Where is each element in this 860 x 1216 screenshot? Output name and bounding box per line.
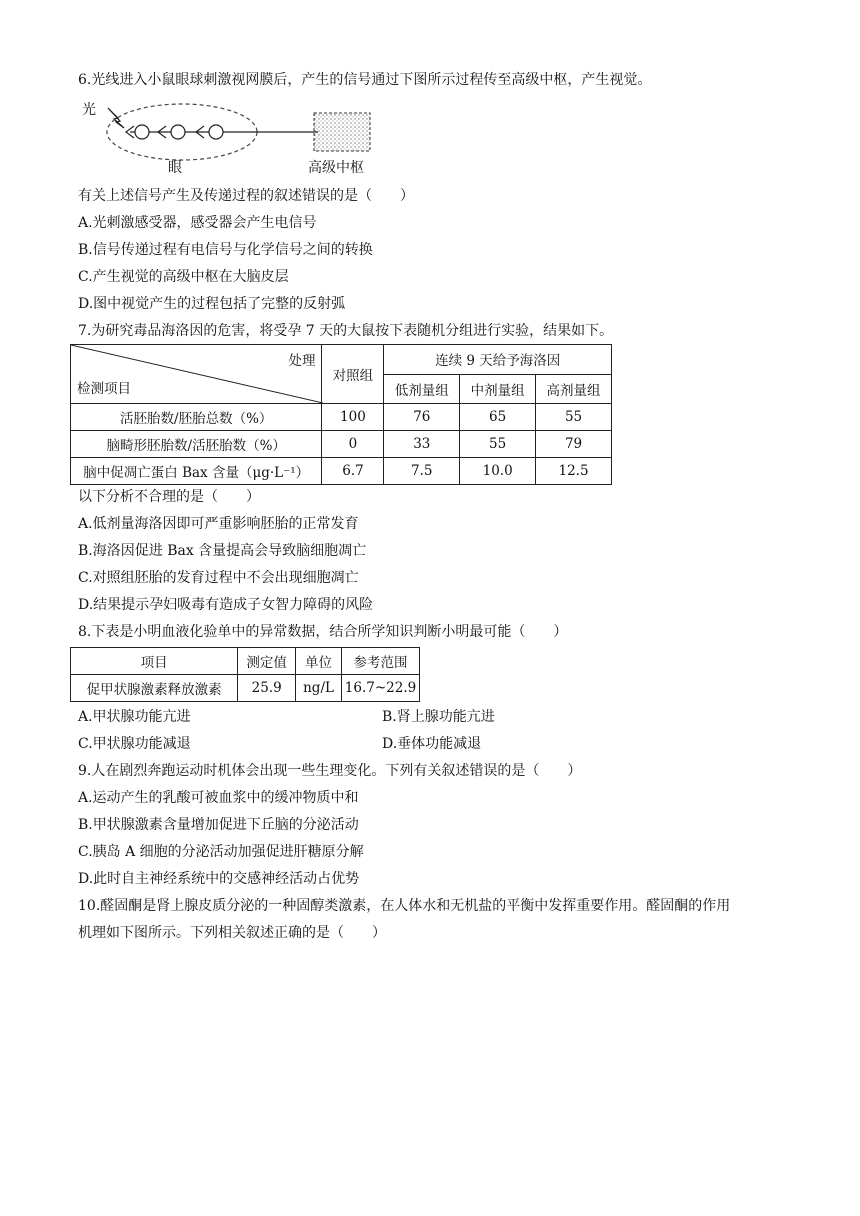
q7-option-a[interactable]: A.低剂量海洛因即可严重影响胚胎的正常发育 [78, 516, 359, 532]
neuron-3 [209, 125, 223, 139]
q9-stem: 9.人在剧烈奔跑运动时机体会出现一些生理变化。下列有关叙述错误的是（ ） [78, 763, 582, 779]
q8-option-c[interactable]: C.甲状腺功能减退 [78, 736, 191, 752]
header-unit: 单位 [296, 648, 342, 675]
q6-option-c[interactable]: C.产生视觉的高级中枢在大脑皮层 [78, 269, 289, 285]
cell-item: 促甲状腺激素释放激素 [71, 675, 238, 702]
cell-value: 76 [384, 404, 460, 431]
q8-option-a[interactable]: A.甲状腺功能亢进 [78, 709, 191, 725]
cell-value: 7.5 [384, 458, 460, 485]
low-dose-header: 低剂量组 [384, 374, 460, 404]
q8-stem: 8.下表是小明血液化验单中的异常数据，结合所学知识判断小明最可能（ ） [78, 624, 568, 640]
cell-value: 55 [536, 404, 612, 431]
heroin-group-header: 连续 9 天给予海洛因 [384, 345, 612, 375]
table-row [71, 458, 612, 485]
q9-option-c[interactable]: C.胰岛 A 细胞的分泌活动加强促进肝糖原分解 [78, 844, 364, 860]
eye-label: 眼 [168, 160, 182, 176]
q7-stem: 7.为研究毒品海洛因的危害，将受孕 7 天的大鼠按下表随机分组进行实验，结果如下。 [78, 323, 614, 339]
light-arrow-icon [108, 108, 124, 128]
control-header: 对照组 [322, 345, 384, 404]
higher-center-box [314, 113, 370, 151]
cell-value: 12.5 [536, 458, 612, 485]
header-value: 测定值 [238, 648, 296, 675]
q6-stem: 6.光线进入小鼠眼球刺激视网膜后，产生的信号通过下图所示过程传至高级中枢，产生视觉。 [78, 72, 652, 88]
table-row [71, 404, 612, 431]
cell-value: 65 [460, 404, 536, 431]
cell-value: 25.9 [238, 675, 296, 702]
cell-range: 16.7~22.9 [342, 675, 420, 702]
cell-value: 100 [322, 404, 384, 431]
corner-treatment-label: 处理 [288, 353, 316, 369]
table-row [71, 675, 420, 702]
q9-option-d[interactable]: D.此时自主神经系统中的交感神经活动占优势 [78, 871, 360, 887]
q6-figure [78, 98, 378, 178]
neuron-1 [135, 125, 149, 139]
row-item: 脑畸形胚胎数/活胚胎数（%） [71, 431, 322, 458]
table-row [71, 431, 612, 458]
cell-value: 55 [460, 431, 536, 458]
q7-corner-cell [71, 345, 322, 404]
row-item: 活胚胎数/胚胎总数（%） [71, 404, 322, 431]
q9-option-a[interactable]: A.运动产生的乳酸可被血浆中的缓冲物质中和 [78, 790, 359, 806]
corner-item-label: 检测项目 [77, 381, 131, 397]
light-label: 光 [82, 102, 96, 118]
q8-option-b[interactable]: B.肾上腺功能亢进 [382, 709, 495, 725]
mid-dose-header: 中剂量组 [460, 374, 536, 404]
neuron-2 [171, 125, 185, 139]
q7-ask: 以下分析不合理的是（ ） [78, 489, 260, 505]
q8-option-d[interactable]: D.垂体功能减退 [382, 736, 482, 752]
q6-ask: 有关上述信号产生及传递过程的叙述错误的是（ ） [78, 188, 414, 204]
q10-stem-line2: 机理如下图所示。下列相关叙述正确的是（ ） [78, 925, 386, 941]
q6-option-a[interactable]: A.光刺激感受器，感受器会产生电信号 [78, 215, 317, 231]
center-label: 高级中枢 [308, 160, 364, 176]
q6-option-d[interactable]: D.图中视觉产生的过程包括了完整的反射弧 [78, 296, 346, 312]
q7-option-d[interactable]: D.结果提示孕妇吸毒有造成子女智力障碍的风险 [78, 597, 374, 613]
q9-option-b[interactable]: B.甲状腺激素含量增加促进下丘脑的分泌活动 [78, 817, 359, 833]
q7-table [70, 344, 612, 485]
cell-unit: ng/L [296, 675, 342, 702]
header-item: 项目 [71, 648, 238, 675]
q6-option-b[interactable]: B.信号传递过程有电信号与化学信号之间的转换 [78, 242, 373, 258]
high-dose-header: 高剂量组 [536, 374, 612, 404]
q8-table [70, 647, 420, 702]
row-item: 脑中促凋亡蛋白 Bax 含量（μg·L⁻¹） [71, 458, 322, 485]
cell-value: 10.0 [460, 458, 536, 485]
q7-option-b[interactable]: B.海洛因促进 Bax 含量提高会导致脑细胞凋亡 [78, 543, 367, 559]
cell-value: 0 [322, 431, 384, 458]
cell-value: 79 [536, 431, 612, 458]
cell-value: 33 [384, 431, 460, 458]
q10-stem-line1: 10.醛固酮是肾上腺皮质分泌的一种固醇类激素，在人体水和无机盐的平衡中发挥重要作用。醛固酮的作用 [78, 898, 731, 914]
header-range: 参考范围 [342, 648, 420, 675]
cell-value: 6.7 [322, 458, 384, 485]
q7-option-c[interactable]: C.对照组胚胎的发育过程中不会出现细胞凋亡 [78, 570, 359, 586]
